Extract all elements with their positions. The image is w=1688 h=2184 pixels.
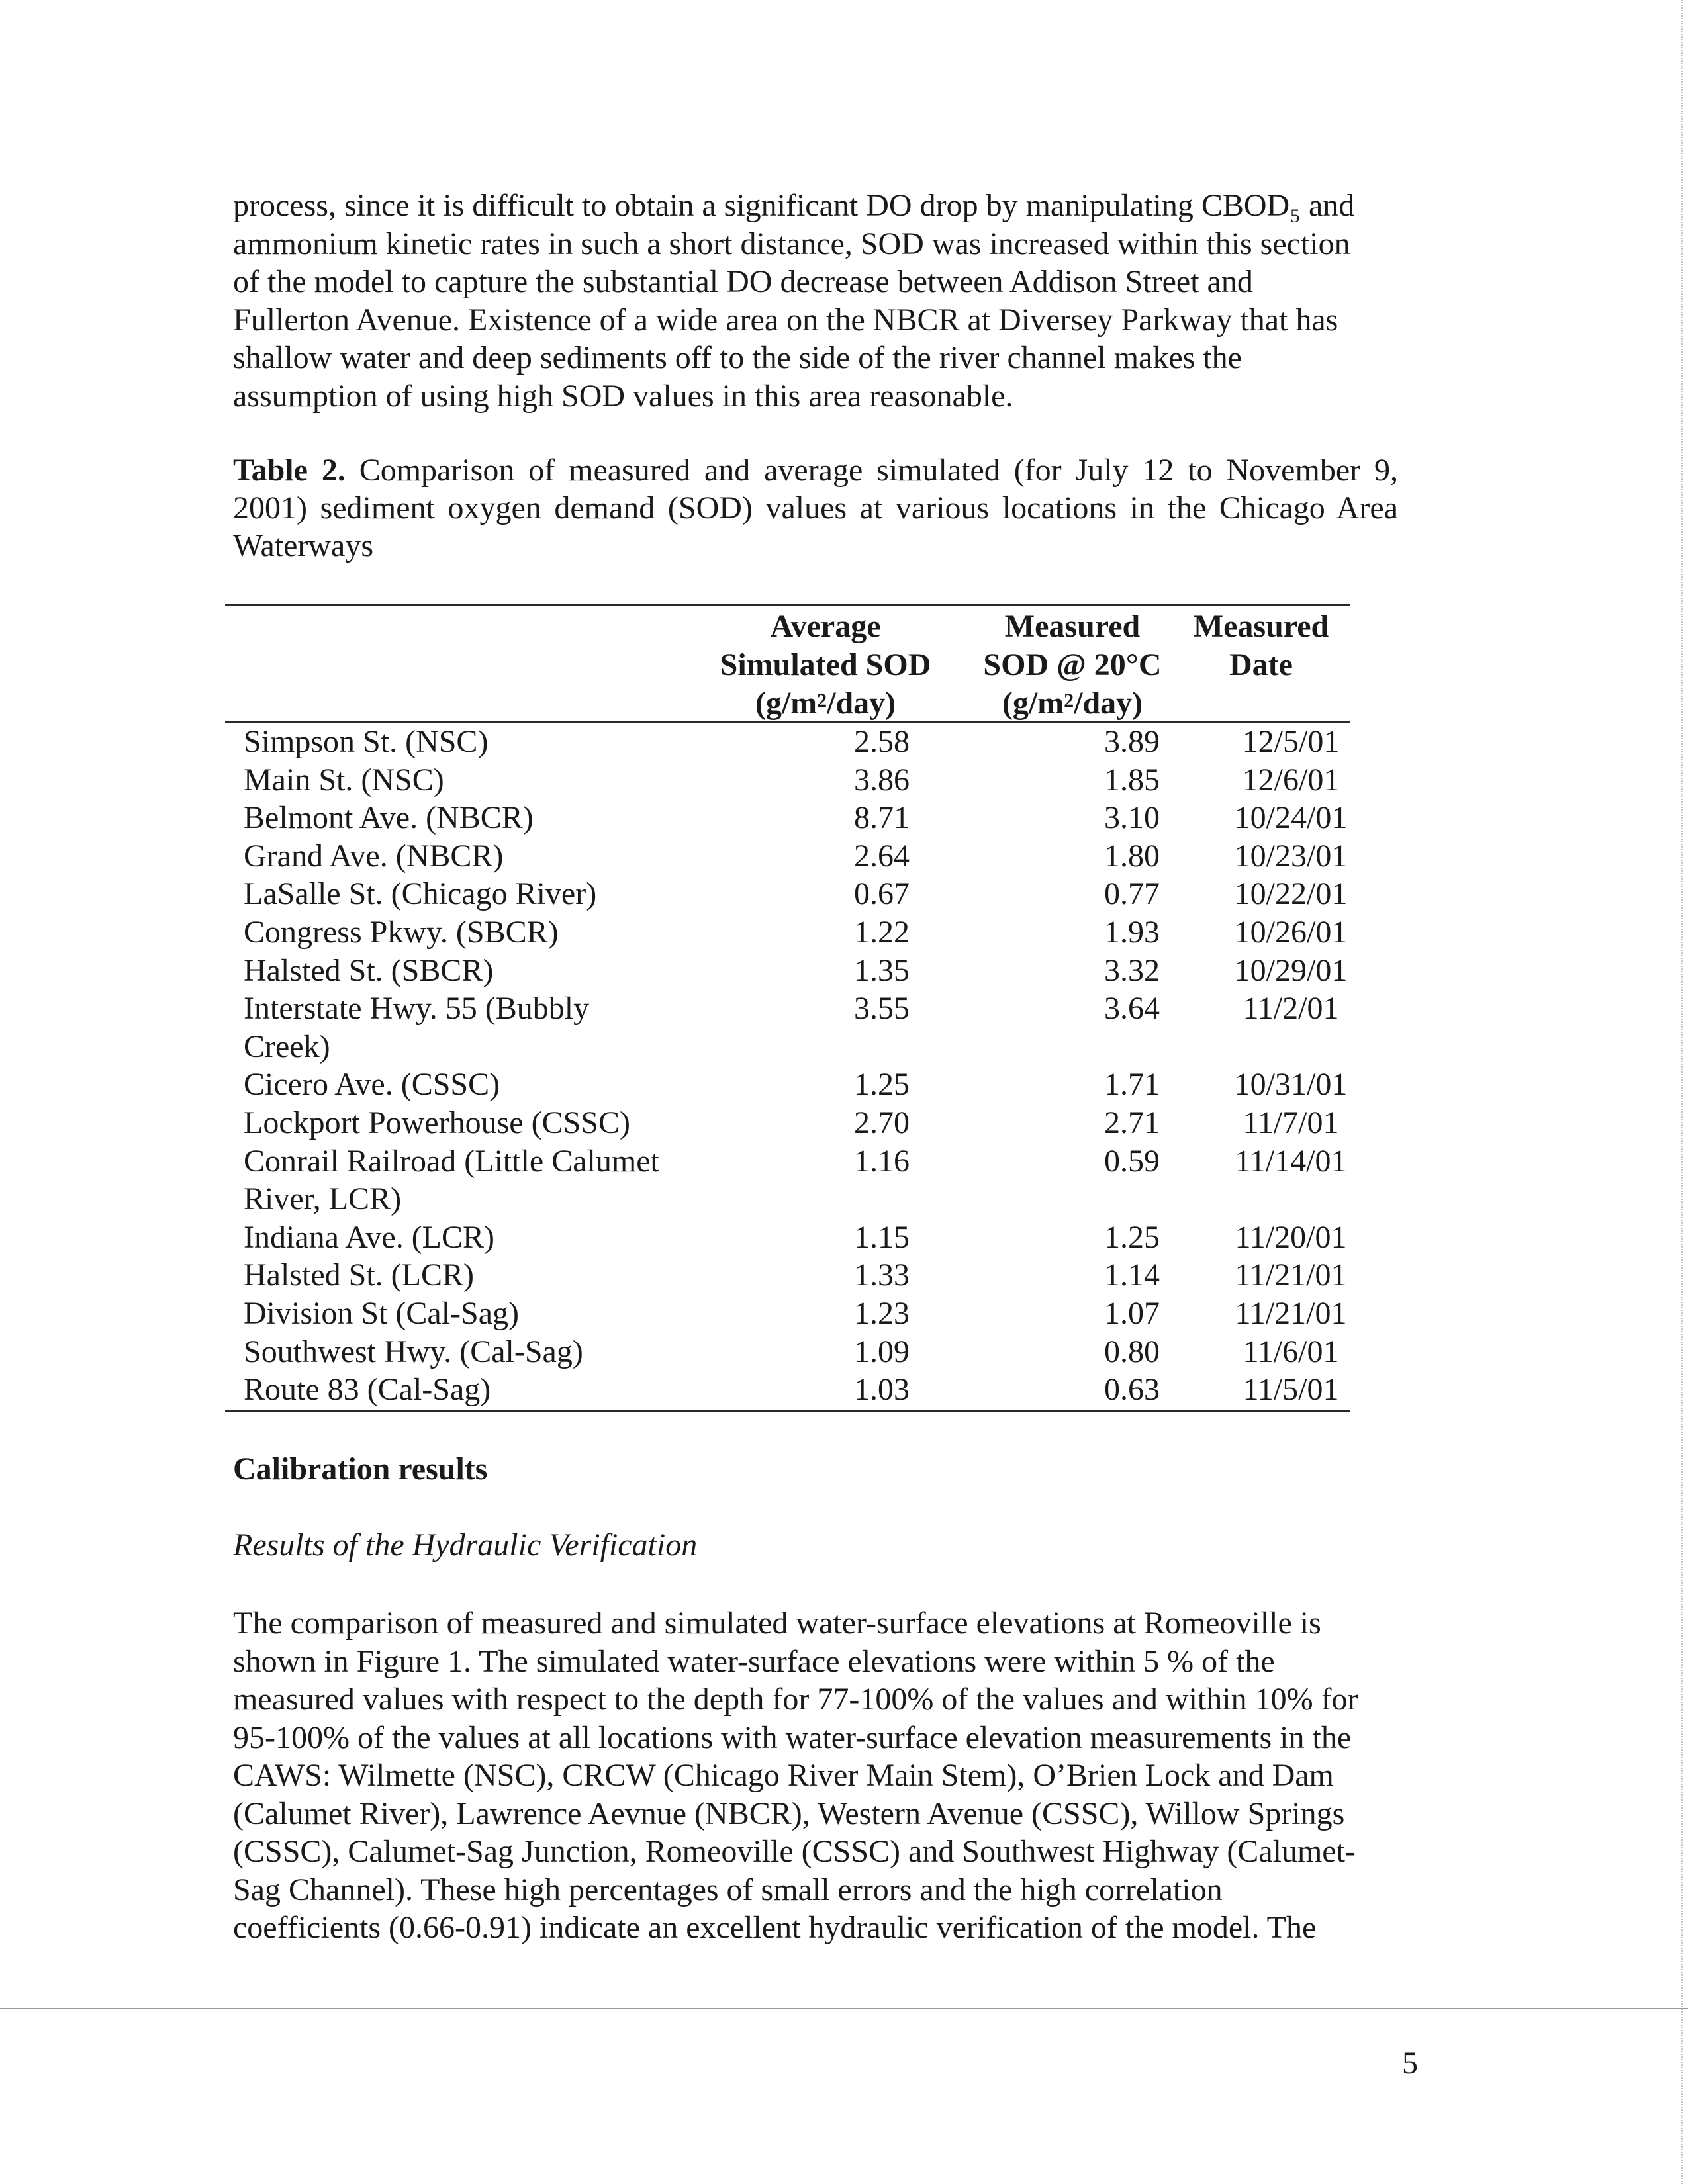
table-row [225,1218,1350,1257]
table-row [225,875,1350,913]
location-cell [244,875,906,913]
location-cell [244,1295,906,1333]
location-cell [244,1333,906,1371]
table-row [225,1256,1350,1295]
measured-date-cell: 10/29/01 [1234,952,1348,988]
measured-date-cell: 12/5/01 [1242,724,1340,759]
header-measured-date [1172,608,1350,684]
simulated-sod-cell: 1.09 [854,1334,910,1369]
header-units-part: /day) [1074,686,1143,721]
measured-sod-cell: 1.85 [1104,762,1160,797]
header-units [710,684,941,723]
scan-edge [1681,0,1683,2184]
location-cell [244,952,906,990]
simulated-sod-cell: 8.71 [854,800,910,836]
measured-sod-cell: 1.07 [1104,1296,1160,1331]
paragraph-line: (CSSC), Calumet-Sag Junction, Romeoville (CSSC) and Southwest Highway (Calumet- [233,1834,1356,1869]
paragraph-line: CAWS: Wilmette (NSC), CRCW (Chicago River Main Stem), O’Brien Lock and Dam [233,1758,1334,1793]
simulated-sod-cell: 1.16 [854,1143,910,1179]
simulated-sod-cell: 1.15 [854,1219,910,1255]
location-cell [244,913,906,952]
measured-date-cell: 10/26/01 [1234,915,1348,950]
measured-date-cell: 11/2/01 [1243,991,1339,1026]
simulated-sod-cell: 1.23 [854,1296,910,1331]
table-label: Table 2. [233,453,346,488]
location-line: Conrail Railroad (Little Calumet [244,1143,659,1179]
simulated-sod-cell: 1.22 [854,915,910,950]
subsection-heading: Results of the Hydraulic Verification [233,1527,698,1563]
measured-sod-cell: 1.25 [1104,1219,1160,1255]
table-row [225,1295,1350,1333]
location-line: Route 83 (Cal-Sag) [244,1372,491,1408]
table-row [225,989,1350,1066]
section-heading: Calibration results [233,1451,488,1486]
paragraph-line: The comparison of measured and simulated water-surface elevations at Romeoville is [233,1606,1321,1641]
measured-sod-cell: 1.80 [1104,838,1160,874]
measured-date-cell: 11/20/01 [1235,1219,1347,1255]
paragraph-line: shown in Figure 1. The simulated water-surface elevations were within 5 % of the [233,1643,1275,1679]
measured-sod-cell: 3.32 [1104,952,1160,988]
measured-sod-cell: 0.77 [1104,876,1160,912]
location-cell [244,761,906,799]
header-line: Average [770,609,881,644]
paragraph-line: (Calumet River), Lawrence Aevnue (NBCR), Western Avenue (CSSC), Willow Springs [233,1796,1345,1831]
table-caption-text: Comparison of measured and average simulated (for July 12 to November 9, 2001) sediment oxygen demand (SOD) values at various locations in the Chicago Area Waterways [233,453,1398,563]
paragraph-line: measured values with respect to the depth for 77-100% of the values and within 10% for [233,1682,1358,1717]
header-average-simulated-sod [710,608,941,723]
measured-date-cell: 11/7/01 [1243,1105,1339,1140]
table-caption [233,451,1398,565]
header-units-part: (g/m [1002,686,1064,721]
paragraph-line: Sag Channel). These high percentages of small errors and the high correlation [233,1872,1223,1907]
simulated-sod-cell: 1.33 [854,1257,910,1293]
page-number: 5 [1402,2046,1418,2081]
measured-sod-cell: 0.63 [1104,1372,1160,1408]
table-row [225,1371,1350,1409]
measured-date-cell: 12/6/01 [1242,762,1340,797]
location-line: Halsted St. (SBCR) [244,952,494,988]
table-row [225,952,1350,990]
paragraph-line: of the model to capture the substantial DO decrease between Addison Street and [233,264,1253,299]
simulated-sod-cell: 3.55 [854,991,910,1026]
paragraph-line: 95-100% of the values at all locations with water-surface elevation measurements in the [233,1719,1352,1755]
location-line: River, LCR) [244,1181,402,1217]
paragraph-line: Fullerton Avenue. Existence of a wide area on the NBCR at Diversey Parkway that has [233,302,1338,338]
table-row [225,799,1350,837]
location-cell [244,1371,906,1409]
location-line: Main St. (NSC) [244,762,444,797]
location-line: Indiana Ave. (LCR) [244,1219,495,1255]
header-units-part: (g/m [755,686,818,721]
measured-sod-cell: 1.14 [1104,1257,1160,1293]
measured-sod-cell: 3.10 [1104,800,1160,836]
paragraph-line: shallow water and deep sediments off to the side of the river channel makes the [233,340,1242,375]
simulated-sod-cell: 0.67 [854,876,910,912]
location-cell [244,1104,906,1142]
simulated-sod-cell: 1.25 [854,1067,910,1103]
table-row [225,723,1350,761]
table-row [225,837,1350,876]
measured-sod-cell: 1.71 [1104,1067,1160,1103]
simulated-sod-cell: 1.35 [854,952,910,988]
measured-sod-cell: 0.59 [1104,1143,1160,1179]
location-line: Halsted St. (LCR) [244,1257,474,1293]
location-line: Grand Ave. (NBCR) [244,838,504,874]
simulated-sod-cell: 1.03 [854,1372,910,1408]
measured-date-cell: 11/21/01 [1235,1296,1347,1331]
hydraulic-verification-paragraph [233,1604,1398,1947]
measured-date-cell: 11/21/01 [1235,1257,1347,1293]
location-line: Division St (Cal-Sag) [244,1296,519,1331]
location-line: Lockport Powerhouse (CSSC) [244,1105,630,1140]
measured-date-cell: 11/5/01 [1243,1372,1339,1408]
measured-sod-cell: 2.71 [1104,1105,1160,1140]
measured-date-cell: 10/24/01 [1234,800,1348,836]
intro-paragraph [233,187,1398,415]
header-line: SOD @ 20°C [983,647,1162,682]
measured-date-cell: 10/22/01 [1234,876,1348,912]
table-bottom-rule [225,1410,1350,1412]
table-row [225,1142,1350,1218]
simulated-sod-cell: 3.86 [854,762,910,797]
location-cell [244,1218,906,1257]
table-row [225,761,1350,799]
simulated-sod-cell: 2.64 [854,838,910,874]
header-line: Date [1229,647,1293,682]
measured-sod-cell: 0.80 [1104,1334,1160,1369]
location-line: Creek) [244,1028,330,1064]
location-line: LaSalle St. (Chicago River) [244,876,597,912]
table-row [225,1104,1350,1142]
header-units [966,684,1178,723]
location-cell [244,1142,906,1218]
table-row [225,1333,1350,1371]
paragraph-line: assumption of using high SOD values in this area reasonable. [233,378,1013,414]
header-line: Measured [1193,609,1329,644]
simulated-sod-cell: 2.58 [854,724,910,759]
table-top-rule [225,604,1350,606]
paragraph-line: ammonium kinetic rates in such a short distance, SOD was increased within this section [233,226,1350,261]
measured-date-cell: 11/14/01 [1235,1143,1347,1179]
header-units-part: /day) [827,686,896,721]
measured-date-cell: 10/31/01 [1234,1067,1348,1103]
header-line: Measured [1004,609,1141,644]
header-units-superscript: 2 [1064,690,1074,711]
location-line: Simpson St. (NSC) [244,724,489,759]
location-line: Belmont Ave. (NBCR) [244,800,534,836]
location-line: Congress Pkwy. (SBCR) [244,915,559,950]
location-cell [244,799,906,837]
simulated-sod-cell: 2.70 [854,1105,910,1140]
measured-sod-cell: 1.93 [1104,915,1160,950]
location-cell [244,989,906,1066]
paragraph-line: process, since it is difficult to obtain a significant DO drop by manipulating CBOD₅ and [233,188,1355,223]
header-measured-sod [966,608,1178,723]
header-units-superscript: 2 [817,690,827,711]
measured-sod-cell: 3.64 [1104,991,1160,1026]
measured-date-cell: 10/23/01 [1234,838,1348,874]
location-cell [244,837,906,876]
location-line: Cicero Ave. (CSSC) [244,1067,500,1103]
table-row [225,1066,1350,1104]
measured-sod-cell: 3.89 [1104,724,1160,759]
table-row [225,913,1350,952]
location-line: Interstate Hwy. 55 (Bubbly [244,991,590,1026]
location-cell [244,1256,906,1295]
header-line: Simulated SOD [720,647,931,682]
paragraph-line: coefficients (0.66-0.91) indicate an excellent hydraulic verification of the model. The [233,1910,1317,1945]
location-cell [244,1066,906,1104]
footer-rule [0,2008,1688,2009]
measured-date-cell: 11/6/01 [1243,1334,1339,1369]
location-cell [244,723,906,761]
location-line: Southwest Hwy. (Cal-Sag) [244,1334,583,1369]
